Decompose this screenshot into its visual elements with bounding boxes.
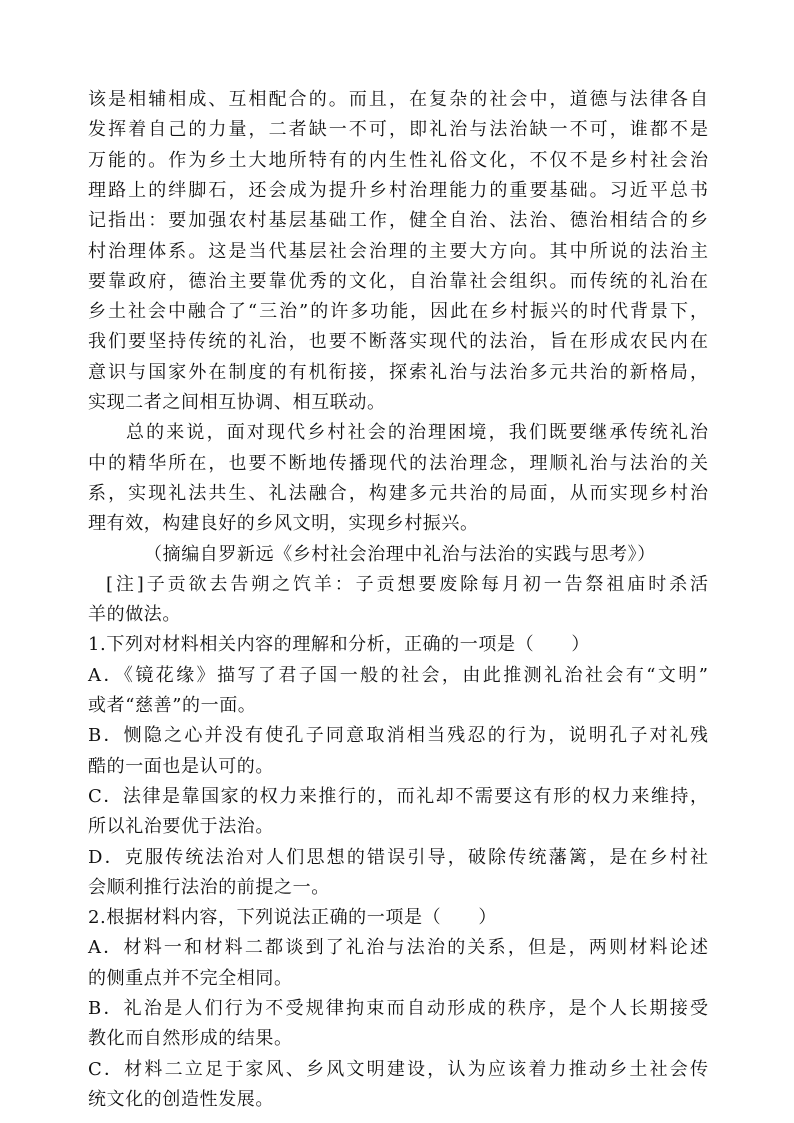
paragraph-line: 我们要坚持传统的礼治，也要不断落实现代的法治，旨在形成农民内在 [88,331,708,353]
paragraph-line: 理路上的绊脚石，还会成为提升乡村治理能力的重要基础。习近平总书 [88,179,708,201]
option-a-cont: 的侧重点并不完全相同。 [88,967,293,989]
footnote-line: 羊的做法。 [88,604,181,626]
option-c-cont: 所以礼治要优于法治。 [88,816,274,838]
option-a-cont: 或者“慈善”的一面。 [88,695,257,717]
footnote-line: [注]子贡欲去告朔之饩羊：子贡想要废除每月初一告祭祖庙时杀活 [106,573,708,595]
paragraph-line: 乡土社会中融合了“三治”的许多功能，因此在乡村振兴的时代背景下， [88,301,708,323]
question-stem: 2.根据材料内容，下列说法正确的一项是（ ） [88,907,497,929]
paragraph-line: 记指出：要加强农村基层基础工作，健全自治、法治、德治相结合的乡 [88,210,708,232]
question-stem: 1.下列对材料相关内容的理解和分析，正确的一项是（ ） [88,634,590,656]
paragraph-line: 系，实现礼法共生、礼法融合，构建多元共治的局面，从而实现乡村治 [88,482,708,504]
paragraph-line: 意识与国家外在制度的有机衔接，探索礼治与法治多元共治的新格局， [88,361,708,383]
option-a: A．材料一和材料二都谈到了礼治与法治的关系，但是，两则材料论述 [88,937,708,959]
option-c: C．材料二立足于家风、乡风文明建设，认为应该着力推动乡土社会传 [88,1058,708,1080]
paragraph-line: 村治理体系。这是当代基层社会治理的主要大方向。其中所说的法治主 [88,240,708,262]
paragraph-line: 理有效，构建良好的乡风文明，实现乡村振兴。 [88,513,479,535]
option-d: D．克服传统法治对人们思想的错误引导，破除传统藩篱，是在乡村社 [88,846,708,868]
paragraph-line: 万能的。作为乡土大地所特有的内生性礼俗文化，不仅不是乡村社会治 [88,149,708,171]
option-d-cont: 会顺利推行法治的前提之一。 [88,876,330,898]
source-citation: （摘编自罗新远《乡村社会治理中礼治与法治的实践与思考》） [144,543,656,565]
option-b: B．恻隐之心并没有使孔子同意取消相当残忍的行为，说明孔子对礼残 [88,725,708,747]
paragraph-line: 实现二者之间相互协调、相互联动。 [88,392,386,414]
option-c: C．法律是靠国家的权力来推行的，而礼却不需要这有形的权力来维持， [88,785,708,807]
option-b-cont: 教化而自然形成的结果。 [88,1028,293,1050]
option-c-cont: 统文化的创造性发展。 [88,1089,274,1110]
option-b-cont: 酷的一面也是认可的。 [88,755,274,777]
document-page [88,0,708,1123]
paragraph-line: 要靠政府，德治主要靠优秀的文化，自治靠社会组织。而传统的礼治在 [88,270,708,292]
option-a: A．《镜花缘》描写了君子国一般的社会，由此推测礼治社会有“文明” [88,664,708,686]
paragraph-line: 中的精华所在，也要不断地传播现代的法治理念，理顺礼治与法治的关 [88,452,708,474]
option-b: B．礼治是人们行为不受规律拘束而自动形成的秩序，是个人长期接受 [88,998,708,1020]
paragraph-line: 总的来说，面对现代乡村社会的治理困境，我们既要继承传统礼治 [126,422,708,444]
paragraph-line: 该是相辅相成、互相配合的。而且，在复杂的社会中，道德与法律各自 [88,89,708,110]
paragraph-line: 发挥着自己的力量，二者缺一不可，即礼治与法治缺一不可，谁都不是 [88,119,708,141]
